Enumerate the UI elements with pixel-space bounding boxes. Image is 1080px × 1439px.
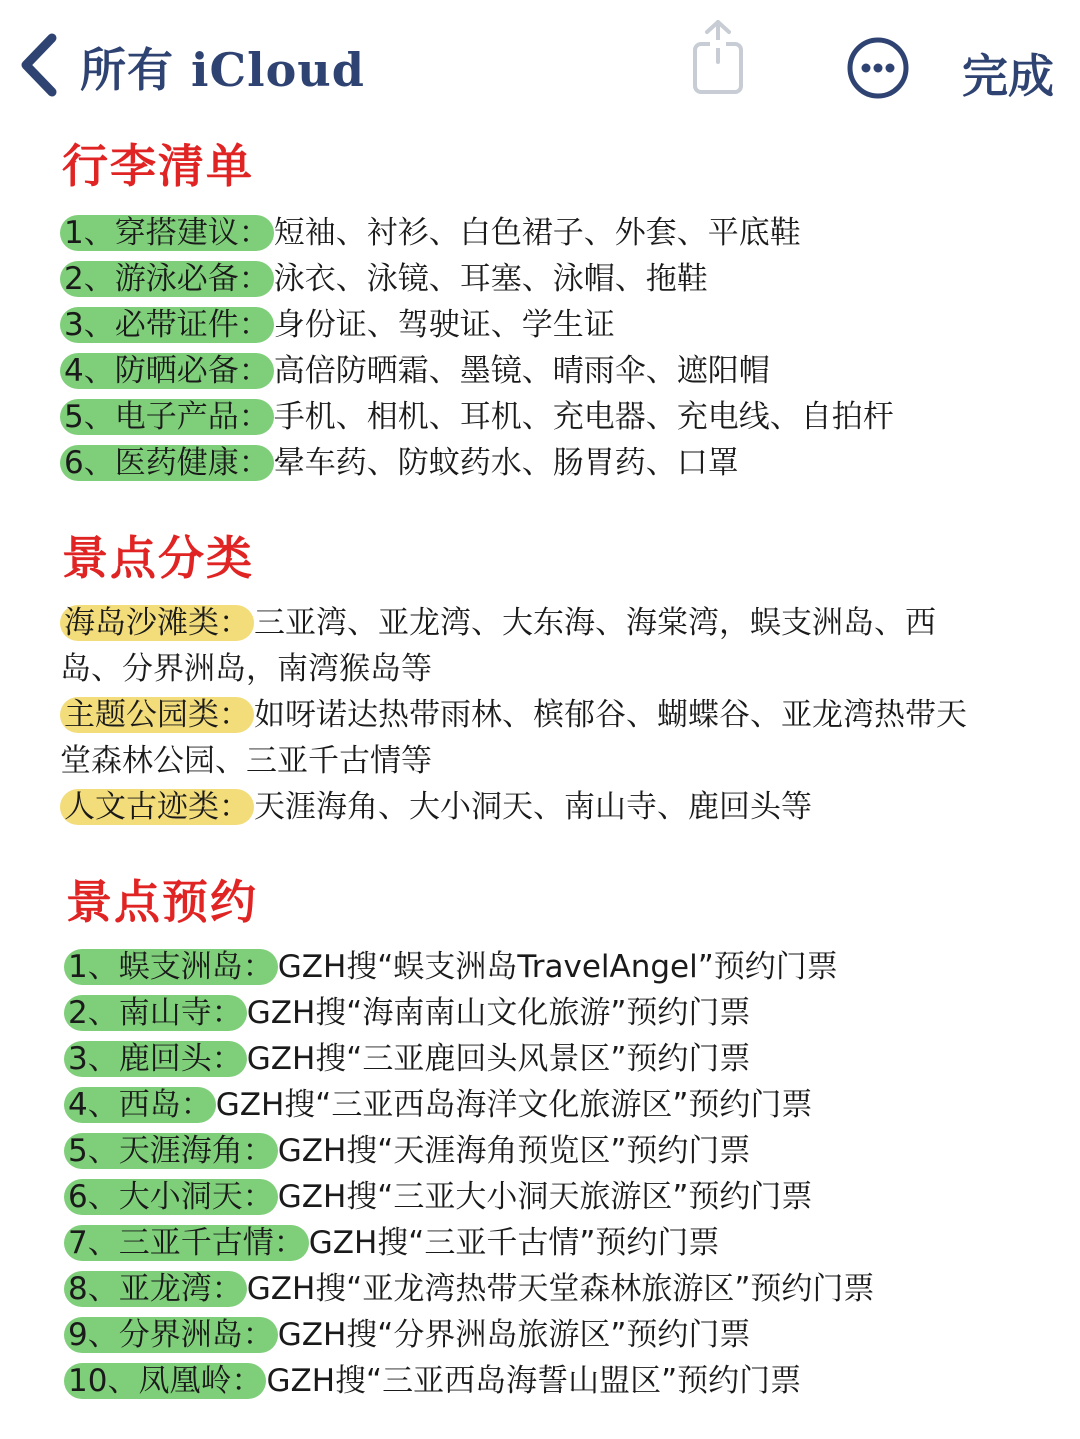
back-label[interactable]: 所有 iCloud <box>80 43 365 97</box>
item-text: GZH搜“三亚大小洞天旅游区”预约门票 <box>277 1179 813 1215</box>
list-item <box>60 348 770 394</box>
item-text: 高倍防晒霜、墨镜、晴雨伞、遮阳帽 <box>273 353 770 389</box>
done-button[interactable]: 完成 <box>962 49 1054 103</box>
back-button[interactable] <box>14 30 66 100</box>
item-text: 如呀诺达热带雨林、槟郁谷、蝴蝶谷、亚龙湾热带天 <box>254 697 967 733</box>
section-title-packing: 行李清单 <box>62 139 254 193</box>
list-item <box>60 256 708 302</box>
item-label: 4、防晒必备： <box>60 353 274 389</box>
list-item <box>64 1220 719 1266</box>
list-item <box>64 944 838 990</box>
item-text: 身份证、驾驶证、学生证 <box>273 307 615 343</box>
item-text: GZH搜“三亚西岛海誓山盟区”预约门票 <box>266 1363 802 1399</box>
list-item <box>60 302 615 348</box>
item-text: GZH搜“蜈支洲岛TravelAngel”预约门票 <box>277 949 838 985</box>
list-item <box>64 1174 812 1220</box>
item-text: 天涯海角、大小洞天、南山寺、鹿回头等 <box>254 789 812 825</box>
item-text: 晕车药、防蚊药水、肠胃药、口罩 <box>273 445 739 481</box>
list-item-continued <box>60 738 432 784</box>
list-item <box>60 394 894 440</box>
list-item <box>64 1082 812 1128</box>
item-label: 人文古迹类： <box>60 789 254 825</box>
item-text: GZH搜“三亚千古情”预约门票 <box>308 1225 720 1261</box>
item-label: 5、天涯海角： <box>64 1133 278 1169</box>
list-item-continued <box>60 646 432 692</box>
share-icon <box>690 18 746 96</box>
list-item <box>60 692 967 738</box>
item-label: 6、大小洞天： <box>64 1179 278 1215</box>
item-label: 7、三亚千古情： <box>64 1225 309 1261</box>
list-item <box>64 1128 750 1174</box>
item-label: 海岛沙滩类： <box>60 605 254 641</box>
item-label: 1、穿搭建议： <box>60 215 274 251</box>
item-text: 三亚湾、亚龙湾、大东海、海棠湾，蜈支洲岛、西 <box>254 605 936 641</box>
item-label: 4、西岛： <box>64 1087 216 1123</box>
item-text-continued: 岛、分界洲岛，南湾猴岛等 <box>60 651 432 687</box>
item-text: GZH搜“亚龙湾热带天堂森林旅游区”预约门票 <box>246 1271 875 1307</box>
chevron-left-icon <box>14 30 66 100</box>
item-label: 5、电子产品： <box>60 399 274 435</box>
list-item <box>60 210 801 256</box>
top-nav-bar <box>0 0 1080 120</box>
item-text-continued: 堂森林公园、三亚千古情等 <box>60 743 432 779</box>
more-icon <box>846 36 910 100</box>
list-item <box>64 1266 874 1312</box>
item-label: 主题公园类： <box>60 697 254 733</box>
item-text: GZH搜“三亚西岛海洋文化旅游区”预约门票 <box>215 1087 813 1123</box>
item-label: 9、分界洲岛： <box>64 1317 278 1353</box>
list-item <box>60 784 812 830</box>
item-label: 8、亚龙湾： <box>64 1271 247 1307</box>
item-text: GZH搜“分界洲岛旅游区”预约门票 <box>277 1317 751 1353</box>
item-label: 2、游泳必备： <box>60 261 274 297</box>
more-button[interactable] <box>846 36 910 100</box>
share-button[interactable] <box>690 18 746 96</box>
list-item <box>60 600 936 646</box>
item-text: 泳衣、泳镜、耳塞、泳帽、拖鞋 <box>273 261 708 297</box>
item-text: 短袖、衬衫、白色裙子、外套、平底鞋 <box>273 215 801 251</box>
list-item <box>60 440 739 486</box>
list-item <box>64 1036 750 1082</box>
item-label: 3、鹿回头： <box>64 1041 247 1077</box>
item-text: GZH搜“海南南山文化旅游”预约门票 <box>246 995 751 1031</box>
item-text: GZH搜“天涯海角预览区”预约门票 <box>277 1133 751 1169</box>
item-label: 3、必带证件： <box>60 307 274 343</box>
list-item <box>64 1358 801 1404</box>
list-item <box>64 990 750 1036</box>
item-label: 6、医药健康： <box>60 445 274 481</box>
item-text: 手机、相机、耳机、充电器、充电线、自拍杆 <box>273 399 894 435</box>
section-title-categories: 景点分类 <box>62 531 254 585</box>
section-title-reservations: 景点预约 <box>66 875 258 929</box>
item-label: 1、蜈支洲岛： <box>64 949 278 985</box>
item-text: GZH搜“三亚鹿回头风景区”预约门票 <box>246 1041 751 1077</box>
item-label: 10、凤凰岭： <box>64 1363 266 1399</box>
list-item <box>64 1312 750 1358</box>
item-label: 2、南山寺： <box>64 995 247 1031</box>
